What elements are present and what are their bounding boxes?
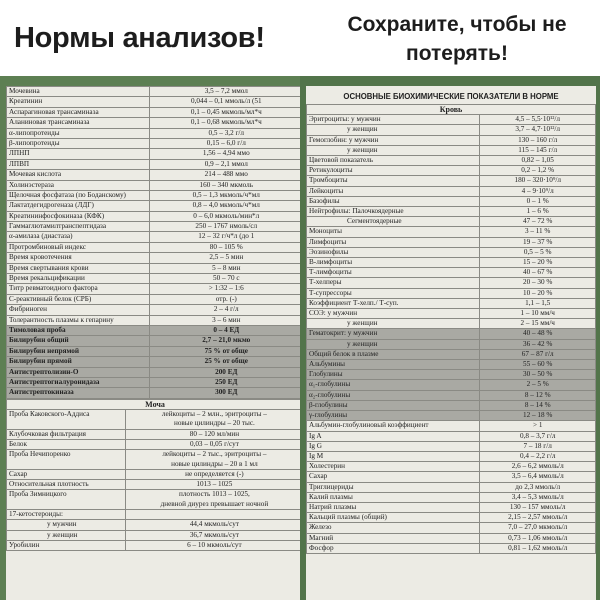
indicator-name: у женщин	[307, 339, 480, 349]
norm-value: 3 – 6 мин	[149, 315, 300, 325]
test-name: Холинэстераза	[7, 180, 150, 190]
test-name: β-липопротеиды	[7, 138, 150, 148]
table-row	[307, 309, 596, 319]
test-name: Антистрептогиалуронидаза	[7, 377, 150, 387]
norm-value	[125, 450, 300, 469]
table-row	[7, 149, 301, 159]
test-name: Время кровотечения	[7, 253, 150, 263]
norm-value: 1,56 – 4,94 ммо	[149, 149, 300, 159]
table-row	[7, 357, 301, 367]
norm-value: 1 – 6 %	[480, 207, 596, 217]
norm-value	[125, 410, 300, 429]
norm-value-line: дневной диурез превышает ночной	[160, 499, 269, 508]
table-row	[307, 288, 596, 298]
norm-value: 25 % от обще	[149, 357, 300, 367]
norm-value: 250 – 1767 нмоль/сл	[149, 222, 300, 232]
norm-value: 2 – 5 %	[480, 380, 596, 390]
norm-value: 250 ЕД	[149, 377, 300, 387]
indicator-name: Кальций плазмы (общий)	[307, 513, 480, 523]
norm-value: 0,5 – 3,2 г/л	[149, 128, 300, 138]
norm-value: 4 – 9·10⁹/л	[480, 186, 596, 196]
right-sheet	[306, 86, 596, 600]
indicator-name: Лимфоциты	[307, 237, 480, 247]
indicator-name: В-лимфоциты	[307, 258, 480, 268]
table-row	[7, 429, 301, 439]
norm-value: > 1	[480, 421, 596, 431]
test-name: Сахар	[7, 469, 126, 479]
table-row	[7, 222, 301, 232]
table-row	[307, 115, 596, 125]
norm-value: 2,15 – 2,57 ммоль/л	[480, 513, 596, 523]
table-row	[307, 441, 596, 451]
table-row	[7, 388, 301, 398]
indicator-name: Фосфор	[307, 543, 480, 553]
table-row	[307, 156, 596, 166]
table-row	[307, 278, 596, 288]
indicator-name: β-глобулины	[307, 400, 480, 410]
test-name: Протромбиновый индекс	[7, 242, 150, 252]
norm-value: 3,5 – 6,4 ммоль/л	[480, 472, 596, 482]
test-name: Уробилин	[7, 541, 126, 551]
test-name: Лактатдегидрогеназа (ЛДГ)	[7, 201, 150, 211]
table-row	[307, 462, 596, 472]
test-name: у женщин	[7, 530, 126, 540]
table-row	[307, 390, 596, 400]
norm-value: 2,6 – 6,2 ммоль/л	[480, 462, 596, 472]
norm-value: 0,1 – 0,68 мкмоль/мл*ч	[149, 118, 300, 128]
table-row	[7, 138, 301, 148]
test-name: Гаммаглютамилтранспептидаза	[7, 222, 150, 232]
indicator-name: Нейтрофилы: Палочкоядерные	[307, 207, 480, 217]
left-photo	[0, 76, 300, 600]
urine-table	[6, 399, 300, 552]
indicator-name: Триглицериды	[307, 482, 480, 492]
table-row	[307, 482, 596, 492]
norm-value: 0 – 1 %	[480, 196, 596, 206]
norm-value: 300 ЕД	[149, 388, 300, 398]
norm-value: 4,5 – 5,5·10¹²/л	[480, 115, 596, 125]
table-row	[7, 180, 301, 190]
norm-value-line: 44,4 мкмоль/сут	[189, 520, 239, 529]
indicator-name: СОЭ: у мужчин	[307, 309, 480, 319]
indicator-name: Моноциты	[307, 227, 480, 237]
norm-value: 1,1 – 1,5	[480, 298, 596, 308]
test-name: Толерантность плазмы к гепарину	[7, 315, 150, 325]
table-row	[7, 367, 301, 377]
norm-value: 0,1 – 0,45 мкмоль/мл*ч	[149, 107, 300, 117]
norm-value: > 1:32 – 1:6	[149, 284, 300, 294]
norm-value: 2 – 4 г/л	[149, 305, 300, 315]
table-row	[307, 472, 596, 482]
table-row	[307, 502, 596, 512]
indicator-name: Железо	[307, 523, 480, 533]
norm-value-line: новые цилиндры – 20 тыс.	[173, 419, 255, 428]
right-photo	[300, 76, 600, 600]
norm-value: 30 – 50 %	[480, 370, 596, 380]
norm-value	[125, 490, 300, 509]
indicator-name: Натрий плазмы	[307, 502, 480, 512]
norm-value: 0,8 – 3,7 г/л	[480, 431, 596, 441]
test-name: Билирубин прямой	[7, 357, 150, 367]
table-row	[7, 346, 301, 356]
norm-value: 8 – 14 %	[480, 400, 596, 410]
left-analysis-table	[6, 86, 300, 399]
table-row	[7, 97, 301, 107]
indicator-name: Ig M	[307, 451, 480, 461]
table-row	[307, 135, 596, 145]
norm-value-line: плотность 1013 – 1025,	[178, 490, 250, 499]
table-row	[7, 410, 301, 429]
indicator-name: Т-супрессоры	[307, 288, 480, 298]
norm-value	[125, 520, 300, 530]
norm-value: 0,15 – 6,0 г/л	[149, 138, 300, 148]
test-name: Титр ревматоидного фактора	[7, 284, 150, 294]
norm-value-line: лейкоциты – 2 тыс., эритроциты –	[162, 450, 267, 459]
test-name: Билирубин непрямой	[7, 346, 150, 356]
table-row	[307, 370, 596, 380]
table-row	[307, 360, 596, 370]
table-row	[7, 490, 301, 509]
blood-section-title: Кровь	[307, 105, 596, 115]
indicator-name: у женщин	[307, 319, 480, 329]
indicator-name: Альбумины	[307, 360, 480, 370]
norm-value: 5 – 8 мин	[149, 263, 300, 273]
norm-value: 0,8 – 4,0 мкмоль/ч*мл	[149, 201, 300, 211]
table-row	[307, 543, 596, 553]
norm-value: 40 – 67 %	[480, 268, 596, 278]
table-row	[7, 450, 301, 469]
indicator-name: Глобулины	[307, 370, 480, 380]
table-row	[7, 128, 301, 138]
norm-value: 2 – 15 мм/ч	[480, 319, 596, 329]
norm-value-line: 1013 – 1025	[196, 480, 233, 489]
table-row	[307, 349, 596, 359]
indicator-name: Ig G	[307, 441, 480, 451]
norm-value-line: не определяется (-)	[185, 469, 244, 478]
table-row	[307, 380, 596, 390]
indicator-name: Эритроциты: у мужчин	[307, 115, 480, 125]
test-name: Время свертывания крови	[7, 263, 150, 273]
norm-value: 115 – 145 г/л	[480, 145, 596, 155]
table-row	[307, 298, 596, 308]
norm-value: 19 – 37 %	[480, 237, 596, 247]
norm-value: 214 – 488 ммо	[149, 170, 300, 180]
norm-value	[125, 541, 300, 551]
test-name: у мужчин	[7, 520, 126, 530]
norm-value: 7 – 18 г/л	[480, 441, 596, 451]
table-row	[7, 541, 301, 551]
table-row	[7, 325, 301, 335]
norm-value: 8 – 12 %	[480, 390, 596, 400]
table-row	[7, 377, 301, 387]
table-row	[307, 523, 596, 533]
indicator-name: Общий белок в плазме	[307, 349, 480, 359]
table-row	[7, 211, 301, 221]
norm-value: 80 – 105 %	[149, 242, 300, 252]
norm-value: 12 – 18 %	[480, 411, 596, 421]
indicator-name: α₁-глобулины	[307, 380, 480, 390]
table-row	[307, 186, 596, 196]
table-row	[7, 284, 301, 294]
test-name: Антистрептолизин-О	[7, 367, 150, 377]
subtitle-line-2: потерять!	[406, 42, 508, 65]
test-name: Креатинин	[7, 97, 150, 107]
norm-value: 10 – 20 %	[480, 288, 596, 298]
norm-value: 0 – 6,0 мкмоль/мин*л	[149, 211, 300, 221]
norm-value: 2,7 – 21,0 мкмо	[149, 336, 300, 346]
table-row	[7, 201, 301, 211]
norm-value: 160 – 340 мкмоль	[149, 180, 300, 190]
norm-value: 2,5 – 5 мин	[149, 253, 300, 263]
norm-value: 130 – 160 г/л	[480, 135, 596, 145]
norm-value-line: новые цилиндры – 20 в 1 мл	[171, 459, 258, 468]
norm-value	[125, 429, 300, 439]
table-row	[7, 274, 301, 284]
norm-value: 0,9 – 2,1 ммол	[149, 159, 300, 169]
table-row	[307, 258, 596, 268]
indicator-name: Коэффициент Т-хелп./ Т-суп.	[307, 298, 480, 308]
norm-value: 0,5 – 5 %	[480, 247, 596, 257]
test-name: Клубочковая фильтрация	[7, 429, 126, 439]
norm-value: 40 – 48 %	[480, 329, 596, 339]
subtitle-line-1: Сохраните, чтобы не	[347, 13, 567, 36]
indicator-name: Сегментоядерные	[307, 217, 480, 227]
table-row	[7, 315, 301, 325]
table-row	[307, 329, 596, 339]
table-row	[307, 227, 596, 237]
norm-value: 3,7 – 4,7·10¹²/л	[480, 125, 596, 135]
table-row	[307, 513, 596, 523]
table-row	[7, 480, 301, 490]
norm-value: отр. (-)	[149, 294, 300, 304]
test-name: С-реактивный белок (СРБ)	[7, 294, 150, 304]
norm-value: 47 – 72 %	[480, 217, 596, 227]
page-subtitle	[324, 10, 590, 68]
table-row	[7, 190, 301, 200]
norm-value: 15 – 20 %	[480, 258, 596, 268]
indicator-name: Магний	[307, 533, 480, 543]
indicator-name: Эозинофилы	[307, 247, 480, 257]
norm-value: 3 – 11 %	[480, 227, 596, 237]
norm-value: до 2,3 ммоль/л	[480, 482, 596, 492]
indicator-name: Ретикулоциты	[307, 166, 480, 176]
norm-value	[125, 509, 300, 519]
table-row	[307, 411, 596, 421]
norm-value: 180 – 320·10⁹/л	[480, 176, 596, 186]
table-row	[7, 520, 301, 530]
test-name: α-амилаза (диастаза)	[7, 232, 150, 242]
indicator-name: γ-глобулины	[307, 411, 480, 421]
page-title: Нормы анализов!	[14, 22, 265, 54]
table-row	[307, 247, 596, 257]
norm-value: 3,5 – 7,2 ммол	[149, 87, 300, 97]
test-name: ЛПВП	[7, 159, 150, 169]
norm-value: 55 – 60 %	[480, 360, 596, 370]
norm-value: 0,044 – 0,1 ммоль/л (51	[149, 97, 300, 107]
norm-value-line: лейкоциты – 2 млн., эритроциты –	[161, 410, 267, 419]
norm-value: 0,5 – 1,3 мкмоль/ч*мл	[149, 190, 300, 200]
table-row	[307, 145, 596, 155]
norm-value-line: 36,7 мкмоль/сут	[189, 530, 239, 539]
test-name: Билирубин общий	[7, 336, 150, 346]
test-name: ЛПНП	[7, 149, 150, 159]
norm-value	[125, 480, 300, 490]
table-row	[7, 509, 301, 519]
table-row	[307, 196, 596, 206]
indicator-name: Т-хелперы	[307, 278, 480, 288]
norm-value: 0,4 – 2,2 г/л	[480, 451, 596, 461]
test-name: α-липопротеиды	[7, 128, 150, 138]
indicator-name: Базофилы	[307, 196, 480, 206]
right-analysis-table	[306, 104, 596, 554]
table-row	[7, 469, 301, 479]
table-row	[307, 237, 596, 247]
table-row	[7, 232, 301, 242]
test-name: Антистрептокиназа	[7, 388, 150, 398]
indicator-name: Цветовой показатель	[307, 156, 480, 166]
table-row	[7, 530, 301, 540]
indicator-name: Гемоглобин: у мужчин	[307, 135, 480, 145]
test-name: Относительная плотность	[7, 480, 126, 490]
norm-value	[125, 530, 300, 540]
indicator-name: Ig A	[307, 431, 480, 441]
norm-value: 130 – 157 ммоль/л	[480, 502, 596, 512]
norm-value	[125, 469, 300, 479]
norm-value: 20 – 30 %	[480, 278, 596, 288]
table-row	[7, 107, 301, 117]
test-name: Мочевая кислота	[7, 170, 150, 180]
test-name: Креатининфосфокиназа (КФК)	[7, 211, 150, 221]
norm-value: 0,81 – 1,62 ммоль/л	[480, 543, 596, 553]
table-row	[7, 305, 301, 315]
indicator-name: Гематокрит: у мужчин	[307, 329, 480, 339]
norm-value: 0,73 – 1,06 ммоль/л	[480, 533, 596, 543]
table-row	[307, 421, 596, 431]
indicator-name: у женщин	[307, 125, 480, 135]
norm-value: 3,4 – 5,3 ммоль/л	[480, 492, 596, 502]
norm-value: 75 % от обще	[149, 346, 300, 356]
page-header	[0, 0, 600, 80]
test-name: Щелочная фосфатаза (по Боданскому)	[7, 190, 150, 200]
norm-value: 0 – 4 ЕД	[149, 325, 300, 335]
norm-value: 0,2 – 1,2 %	[480, 166, 596, 176]
test-name: Аспарагиновая трансаминаза	[7, 107, 150, 117]
test-name: Мочевина	[7, 87, 150, 97]
table-row	[307, 268, 596, 278]
table-row	[7, 263, 301, 273]
table-row	[307, 319, 596, 329]
table-row	[7, 439, 301, 449]
test-name: Белок	[7, 439, 126, 449]
norm-value: 12 – 32 г/ч*л (до 1	[149, 232, 300, 242]
table-row	[307, 217, 596, 227]
norm-value: 67 – 87 г/л	[480, 349, 596, 359]
norm-value: 0,82 – 1,05	[480, 156, 596, 166]
right-table-title: ОСНОВНЫЕ БИОХИМИЧЕСКИЕ ПОКАЗАТЕЛИ В НОРМЕ	[343, 92, 559, 101]
indicator-name: Тромбоциты	[307, 176, 480, 186]
table-row	[7, 170, 301, 180]
norm-value: 200 ЕД	[149, 367, 300, 377]
test-name: Время рекальцификации	[7, 274, 150, 284]
norm-value	[125, 439, 300, 449]
table-row	[307, 431, 596, 441]
table-row	[307, 125, 596, 135]
table-row	[7, 242, 301, 252]
test-name: Проба Каковского-Аддиса	[7, 410, 126, 429]
test-name: 17-кетостероиды:	[7, 509, 126, 519]
urine-section-title: Моча	[7, 399, 301, 409]
table-row	[7, 118, 301, 128]
norm-value: 1 – 10 мм/ч	[480, 309, 596, 319]
norm-value-line: 6 – 10 мкмоль/сут	[187, 541, 242, 550]
norm-value-line: 0,03 – 0,05 г/сут	[189, 439, 239, 448]
indicator-name: Холестерин	[307, 462, 480, 472]
table-row	[7, 159, 301, 169]
test-name: Проба Нечипоренко	[7, 450, 126, 469]
table-row	[7, 294, 301, 304]
table-row	[307, 339, 596, 349]
indicator-name: Сахар	[307, 472, 480, 482]
table-row	[307, 451, 596, 461]
indicator-name: у женщин	[307, 145, 480, 155]
indicator-name: α₂-глобулины	[307, 390, 480, 400]
table-row	[307, 492, 596, 502]
indicator-name: Т-лимфоциты	[307, 268, 480, 278]
table-row	[7, 253, 301, 263]
test-name: Фибриноген	[7, 305, 150, 315]
test-name: Проба Зимницкого	[7, 490, 126, 509]
test-name: Тимоловая проба	[7, 325, 150, 335]
table-row	[307, 533, 596, 543]
left-sheet	[6, 86, 300, 600]
test-name: Аланиновая трансаминаза	[7, 118, 150, 128]
indicator-name: Альбумин-глобулиновый коэффициент	[307, 421, 480, 431]
norm-value: 7,0 – 27,0 мкмоль/л	[480, 523, 596, 533]
table-row	[307, 166, 596, 176]
table-row	[7, 87, 301, 97]
indicator-name: Лейкоциты	[307, 186, 480, 196]
table-row	[7, 336, 301, 346]
indicator-name: Калий плазмы	[307, 492, 480, 502]
table-row	[307, 207, 596, 217]
norm-value: 36 – 42 %	[480, 339, 596, 349]
norm-value: 50 – 70 с	[149, 274, 300, 284]
norm-value-line: 80 – 120 мл/мин	[189, 429, 240, 438]
table-row	[307, 176, 596, 186]
table-row	[307, 400, 596, 410]
